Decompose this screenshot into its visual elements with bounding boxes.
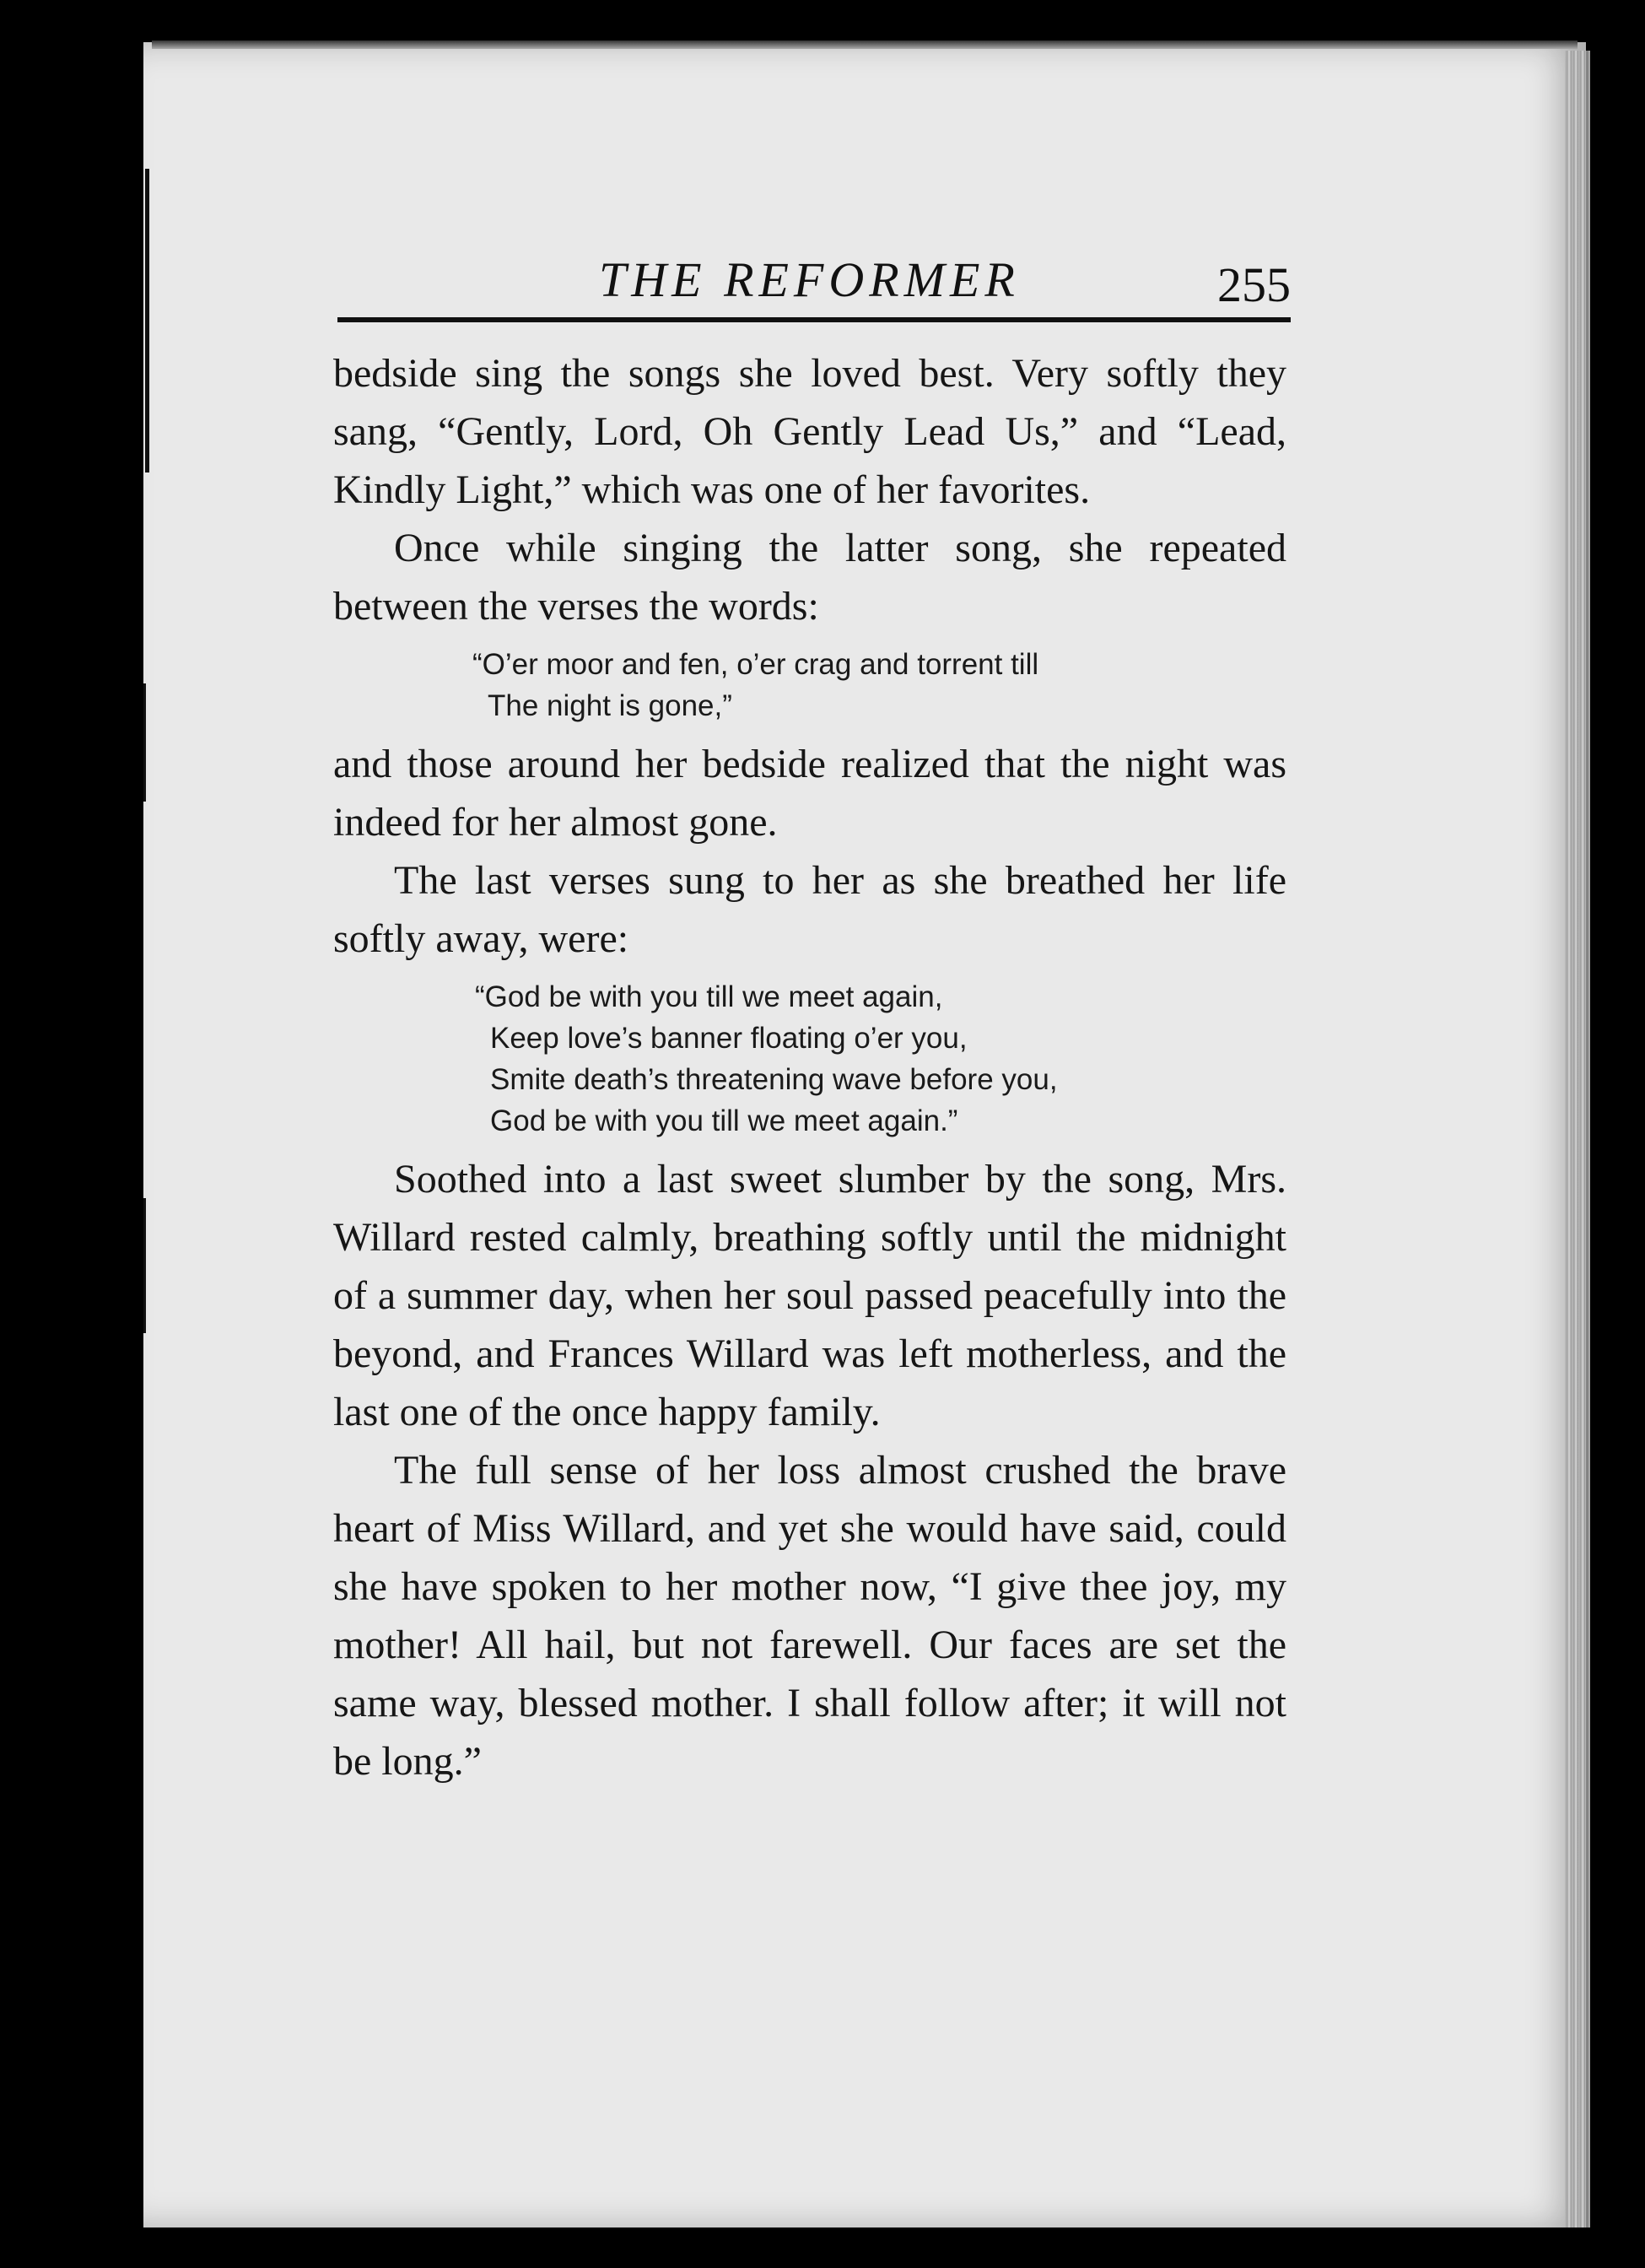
paragraph: Soothed into a last sweet slumber by the song, Mrs. Willard rested calmly, breathing softly until the midnight of a summer day, when her soul passed peacefully into the beyond, and Frances Willard was left motherless, and the last one of the once happy family.: [333, 1157, 1286, 1434]
verse-line: God be with you till we meet again.”: [490, 1104, 958, 1137]
verse-line: Smite death’s threatening wave before you,: [490, 1063, 1058, 1096]
verse-line: Keep love’s banner floating o’er you,: [490, 1022, 968, 1055]
verse-quote: [333, 976, 1286, 1142]
paragraph: and those around her bedside realized that the night was indeed for her almost gone.: [333, 742, 1286, 845]
gutter-shadow: [143, 683, 146, 802]
paragraph: The full sense of her loss almost crushed the brave heart of Miss Willard, and yet she would have said, could she have spoken to her mother now, “I give thee joy, my mother! All hail, but not farewell. Our faces are set the same way, blessed mother. I shall follow after; it will not be long.”: [333, 1448, 1286, 1784]
gutter-shadow: [143, 1198, 146, 1333]
paragraph: The last verses sung to her as she breathed her life softly away, were:: [333, 858, 1286, 961]
page-top-edge: [152, 40, 1578, 49]
page-body: [333, 344, 1286, 1790]
paragraph: bedside sing the songs she loved best. Very softly they sang, “Gently, Lord, Oh Gently Lead Us,” and “Lead, Kindly Light,” which was one of her favorites.: [333, 351, 1286, 512]
page-fore-edge: [1565, 51, 1590, 2228]
header-rule: [337, 317, 1291, 322]
verse-line: The night is gone,”: [488, 689, 732, 722]
gutter-shadow: [145, 169, 149, 472]
running-head: THE REFORMER: [599, 252, 1020, 307]
verse-line: “God be with you till we meet again,: [475, 980, 943, 1013]
paragraph: Once while singing the latter song, she repeated between the verses the words:: [333, 526, 1286, 629]
verse-line: “O’er moor and fen, o’er crag and torrent till: [472, 648, 1039, 681]
page-number: 255: [1217, 257, 1291, 312]
page-header: [337, 251, 1291, 319]
verse-quote: [333, 644, 1286, 726]
